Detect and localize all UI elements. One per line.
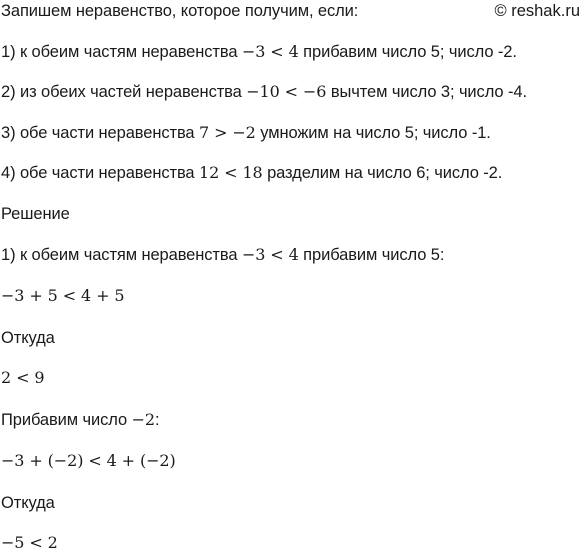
- whence-label-1: Откуда: [1, 329, 55, 347]
- task-item-2: [1, 82, 527, 102]
- task-item-3-math: 7 > −2: [199, 123, 256, 142]
- result-2: −5 < 2: [1, 533, 58, 552]
- solution-step-1-math: −3 < 4: [241, 245, 299, 264]
- add-number-pre: Прибавим число: [1, 411, 132, 429]
- task-item-3-pre: 3) обе части неравенства: [1, 124, 199, 142]
- task-item-1-math: −3 < 4: [241, 42, 299, 61]
- task-item-3-post: умножим на число 5; число -1.: [255, 124, 491, 142]
- expression-2: −3 + (−2) < 4 + (−2): [1, 451, 176, 470]
- task-item-2-math: −10 < −6: [246, 82, 327, 101]
- task-item-2-post: вычтем число 3; число -4.: [326, 83, 527, 101]
- task-item-1-post: прибавим число 5; число -2.: [298, 43, 517, 61]
- watermark: © reshak.ru: [494, 2, 580, 20]
- solution-step-1: [1, 245, 444, 265]
- add-number-math: −2: [131, 410, 155, 429]
- task-item-1: [1, 42, 517, 62]
- add-number-post: :: [154, 411, 160, 429]
- task-item-3: [1, 123, 491, 143]
- solution-step-1-pre: 1) к обеим частям неравенства: [1, 246, 242, 264]
- add-number-line: [1, 410, 159, 430]
- task-item-4-pre: 4) обе части неравенства: [1, 164, 199, 182]
- task-item-4-post: разделим на число 6; число -2.: [262, 164, 503, 182]
- task-item-4: [1, 163, 502, 183]
- task-item-1-pre: 1) к обеим частям неравенства: [1, 43, 242, 61]
- whence-label-2: Откуда: [1, 494, 55, 512]
- solution-heading: Решение: [1, 205, 70, 223]
- task-intro: Запишем неравенство, которое получим, если:: [1, 2, 359, 20]
- task-item-4-math: 12 < 18: [199, 163, 263, 182]
- solution-step-1-post: прибавим число 5:: [298, 246, 445, 264]
- task-item-2-pre: 2) из обеих частей неравенства: [1, 83, 247, 101]
- expression-1: −3 + 5 < 4 + 5: [1, 286, 125, 305]
- result-1: 2 < 9: [1, 368, 45, 387]
